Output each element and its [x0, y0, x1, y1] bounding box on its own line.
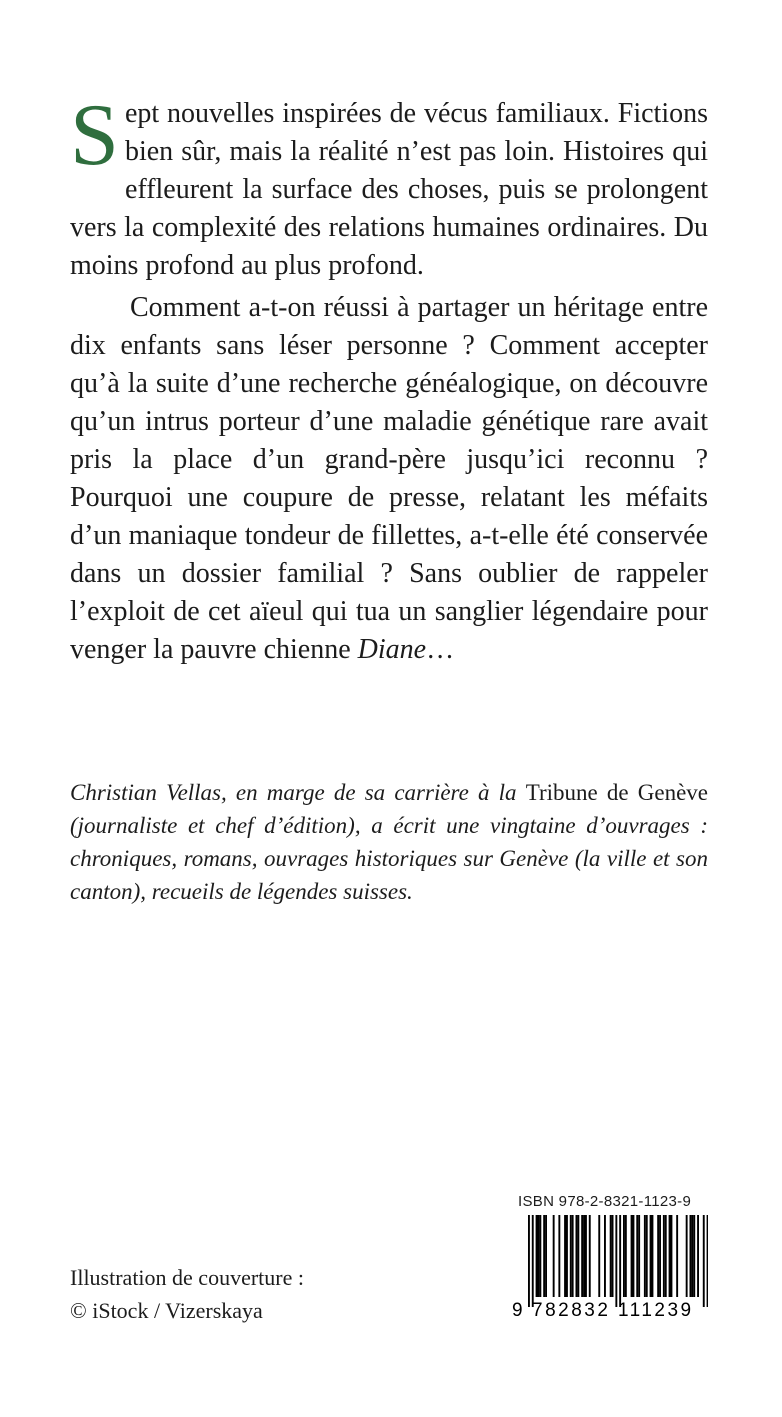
barcode-bar [707, 1215, 708, 1307]
isbn-barcode-block [508, 1193, 708, 1323]
blurb-paragraph-2-text: Comment a-t-on réussi à partager un héritage entre dix enfants sans léser personne ? Comment accepter qu’à la suite d’une recherche généalogique, on découvre qu’un intrus porteur d’une maladie génétique rare avait pris la place d’un grand-père jusqu’ici reconnu ? Pourquoi une coupure de presse, relatant les méfaits d’un maniaque tondeur de fillettes, a-t-elle été conservée dans un dossier familial ? Sans oublier de rappeler l’exploit de cet aïeul qui tua un sanglier légendaire pour venger la pauvre chienne [70, 292, 708, 665]
barcode-bar [631, 1215, 633, 1297]
blurb-paragraph-1 [70, 87, 708, 285]
barcode-bar [598, 1215, 600, 1297]
barcode-bar [676, 1215, 678, 1297]
isbn-digits-right: 111239 [618, 1300, 694, 1321]
barcode-bar [657, 1215, 659, 1297]
barcode-bar [703, 1215, 705, 1307]
barcode-bar [570, 1215, 572, 1297]
ellipsis: … [426, 634, 455, 665]
barcode-bar [693, 1215, 695, 1297]
barcode-bars [528, 1215, 708, 1307]
barcode-bar [576, 1215, 578, 1297]
barcode-bar [585, 1215, 587, 1297]
isbn-digits-left: 782832 [532, 1300, 611, 1321]
barcode-bar [633, 1215, 635, 1297]
barcode-bar [536, 1215, 538, 1297]
author-bio-part-2: (journaliste et chef d’édition), a écrit une vingtaine d’ouvrages : chroniques, romans, ouvrages historiques sur Genève (la ville et son canton), recueils de légendes suisses. [70, 813, 708, 904]
barcode-bar [615, 1215, 617, 1307]
cover-credits [70, 1261, 304, 1327]
barcode-bar [669, 1215, 671, 1297]
barcode-bar [623, 1215, 625, 1297]
barcode-bar [589, 1215, 591, 1297]
barcode-bar [638, 1215, 640, 1297]
barcode-bar [671, 1215, 673, 1297]
barcode-bar [539, 1215, 541, 1297]
barcode-bar [644, 1215, 646, 1297]
barcode-image [508, 1211, 708, 1323]
blurb-paragraph-2 [70, 289, 708, 669]
barcode-bar [558, 1215, 560, 1297]
blurb-text [70, 87, 708, 669]
barcode-bar [659, 1215, 661, 1297]
barcode-bar [528, 1215, 530, 1307]
barcode-bar [625, 1215, 627, 1297]
author-bio-part-1: Christian Vellas, en marge de sa carrière à la [70, 780, 526, 805]
drop-cap: S [70, 87, 119, 184]
barcode-bar [545, 1215, 547, 1297]
cover-credit-source: © iStock / Vizerskaya [70, 1298, 263, 1323]
isbn-label: ISBN 978-2-8321-1123-9 [518, 1193, 692, 1210]
barcode-bar [646, 1215, 648, 1297]
barcode-bar [538, 1215, 540, 1297]
barcode-bar [690, 1215, 692, 1297]
barcode-bar [612, 1215, 614, 1297]
cover-credit-label: Illustration de couverture : [70, 1265, 304, 1290]
barcode-bar [532, 1215, 534, 1307]
blurb-paragraph-1-text: ept nouvelles inspirées de vécus familiaux. Fictions bien sûr, mais la réalité n’est pas loin. Histoires qui effleurent la surface des choses, puis se prolongent vers la complexité des relations humaines ordinaires. Du moins profond au plus profond. [70, 98, 708, 281]
barcode-bar [691, 1215, 693, 1297]
barcode-bar [610, 1215, 612, 1297]
barcode-bar [652, 1215, 654, 1297]
barcode-bar [636, 1215, 638, 1297]
barcode-bar [663, 1215, 665, 1297]
barcode-bar [604, 1215, 606, 1297]
barcode-bar [686, 1215, 688, 1297]
isbn-first-digit: 9 [512, 1300, 523, 1321]
barcode-bar [581, 1215, 583, 1297]
barcode-bar [572, 1215, 574, 1297]
barcode-bar [583, 1215, 585, 1297]
barcode-bar [577, 1215, 579, 1297]
author-bio [70, 776, 708, 908]
barcode-bar [566, 1215, 568, 1297]
barcode-bar [619, 1215, 621, 1307]
dog-name: Diane [357, 634, 427, 665]
barcode-bar [665, 1215, 667, 1297]
barcode-bar [543, 1215, 545, 1297]
barcode-bar [650, 1215, 652, 1297]
newspaper-name: Tribune de Genève [525, 780, 708, 805]
barcode-bar [553, 1215, 555, 1297]
barcode-bar [564, 1215, 566, 1297]
barcode-bar [697, 1215, 699, 1297]
